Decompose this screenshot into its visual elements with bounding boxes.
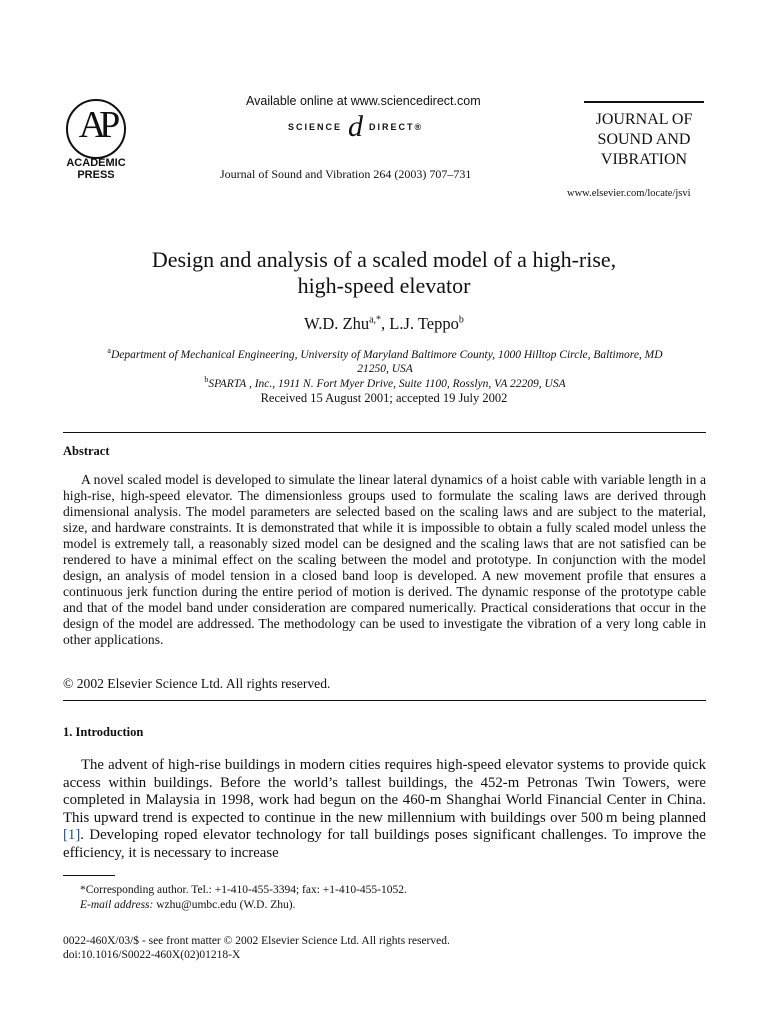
sciencedirect-right: DIRECT® xyxy=(369,122,424,132)
affiliation-text: SPARTA , Inc., 1911 N. Fort Myer Drive, Suite 1100, Rosslyn, VA 22209, USA xyxy=(208,377,566,390)
journal-name-line: JOURNAL OF xyxy=(595,111,693,128)
author-separator: , xyxy=(381,314,390,333)
journal-name-line: VIBRATION xyxy=(600,151,688,168)
introduction-text: The advent of high-rise buildings in modern cities requires high-speed elevator systems to provide quick access within buildings. Before the world’s tallest buildings, the 452-m Petronas Twin Towers, were completed in Malaysia in 1998, work had begun on the 460-m Shanghai World Financial Center in China. This upward trend is expected to continue in the new millennium with buildings over 500 m being planned xyxy=(63,757,706,826)
author-list xyxy=(60,314,708,334)
abstract-bottom-rule xyxy=(63,700,706,701)
email-address[interactable]: wzhu@umbc.edu (W.D. Zhu). xyxy=(153,899,296,911)
sciencedirect-left: SCIENCE xyxy=(288,122,343,132)
publisher-name xyxy=(56,157,136,181)
sciencedirect-logo xyxy=(288,110,424,143)
affiliation-a xyxy=(60,344,710,376)
abstract-body: A novel scaled model is developed to simulate the linear lateral dynamics of a hoist cable with variable length in a high-rise, high-speed elevator. The dimensionless groups used to formulate the scaling laws are derived through dimensional analysis. The model parameters are selected based on the scaling laws and are subject to the material, size, and hardware constraints. It is demonstrated that while it is impossible to obtain a fully scaled model unless the model is extremely tall, a reasonably sized model can be designed and the scaling laws that are not satisfied can be rendered to have a minimal effect on the scaling between the model and prototype. In conjunction with the model design, an analysis of model tension in a closed band loop is developed. A new movement profile that ensures a continuous jerk function during the entire period of motion is derived. The dynamic response of the prototype cable and that of the model band under consideration are compared numerically. Practical considerations that occur in the design of the model are addressed. The methodology can be used to investigate the vibration of a very long cable in other applications. xyxy=(63,472,706,647)
article-title xyxy=(60,247,708,299)
front-matter-line: 0022-460X/03/$ - see front matter © 2002 Elsevier Science Ltd. All rights reserved. xyxy=(63,935,450,947)
affiliation-text: Department of Mechanical Engineering, University of Maryland Baltimore County, 1000 Hilltop Circle, Baltimore, MD xyxy=(110,348,663,361)
footnote-corresponding: *Corresponding author. Tel.: +1-410-455-3394; fax: +1-410-455-1052. xyxy=(80,884,407,896)
affiliation-b xyxy=(60,373,710,391)
abstract-top-rule xyxy=(63,432,706,433)
publisher-name-line: PRESS xyxy=(77,169,115,181)
abstract-heading: Abstract xyxy=(63,444,110,458)
journal-citation: Journal of Sound and Vibration 264 (2003) 707–731 xyxy=(220,167,472,181)
doi-line[interactable]: doi:10.1016/S0022-460X(02)01218-X xyxy=(63,949,241,961)
footnote-rule xyxy=(63,875,115,876)
section-heading-introduction: 1. Introduction xyxy=(63,725,144,739)
email-label: E-mail address: xyxy=(80,899,154,911)
author-affiliation-marker: b xyxy=(458,314,464,326)
author-name: L.J. Teppo xyxy=(389,314,459,333)
publisher-logo: AP xyxy=(78,104,114,146)
affiliation-marker: b xyxy=(204,375,209,384)
journal-url-link[interactable]: www.elsevier.com/locate/jsvi xyxy=(567,188,691,199)
introduction-text: . Developing roped elevator technology for tall buildings poses significant challenges. To improve the efficiency, it is necessary to increase xyxy=(63,827,706,861)
author-affiliation-marker: a,* xyxy=(369,314,382,326)
journal-name xyxy=(580,110,708,170)
introduction-body xyxy=(63,757,706,863)
footnote-email xyxy=(80,898,295,912)
journal-name-rule xyxy=(584,101,704,103)
affiliation-marker: a xyxy=(107,346,111,355)
citation-link[interactable]: [1] xyxy=(63,827,81,844)
journal-name-line: SOUND AND xyxy=(597,131,691,148)
article-title-line: Design and analysis of a scaled model of a high-rise, xyxy=(151,247,617,272)
sciencedirect-mark: d xyxy=(348,110,364,143)
abstract-copyright: © 2002 Elsevier Science Ltd. All rights reserved. xyxy=(63,676,331,691)
received-dates: Received 15 August 2001; accepted 19 July 2002 xyxy=(260,391,508,405)
affiliation-text: 21250, USA xyxy=(357,362,413,375)
publisher-name-line: ACADEMIC xyxy=(66,157,126,169)
author-name: W.D. Zhu xyxy=(304,314,370,333)
article-title-line: high-speed elevator xyxy=(297,273,471,298)
available-online-text: Available online at www.sciencedirect.com xyxy=(246,94,481,108)
